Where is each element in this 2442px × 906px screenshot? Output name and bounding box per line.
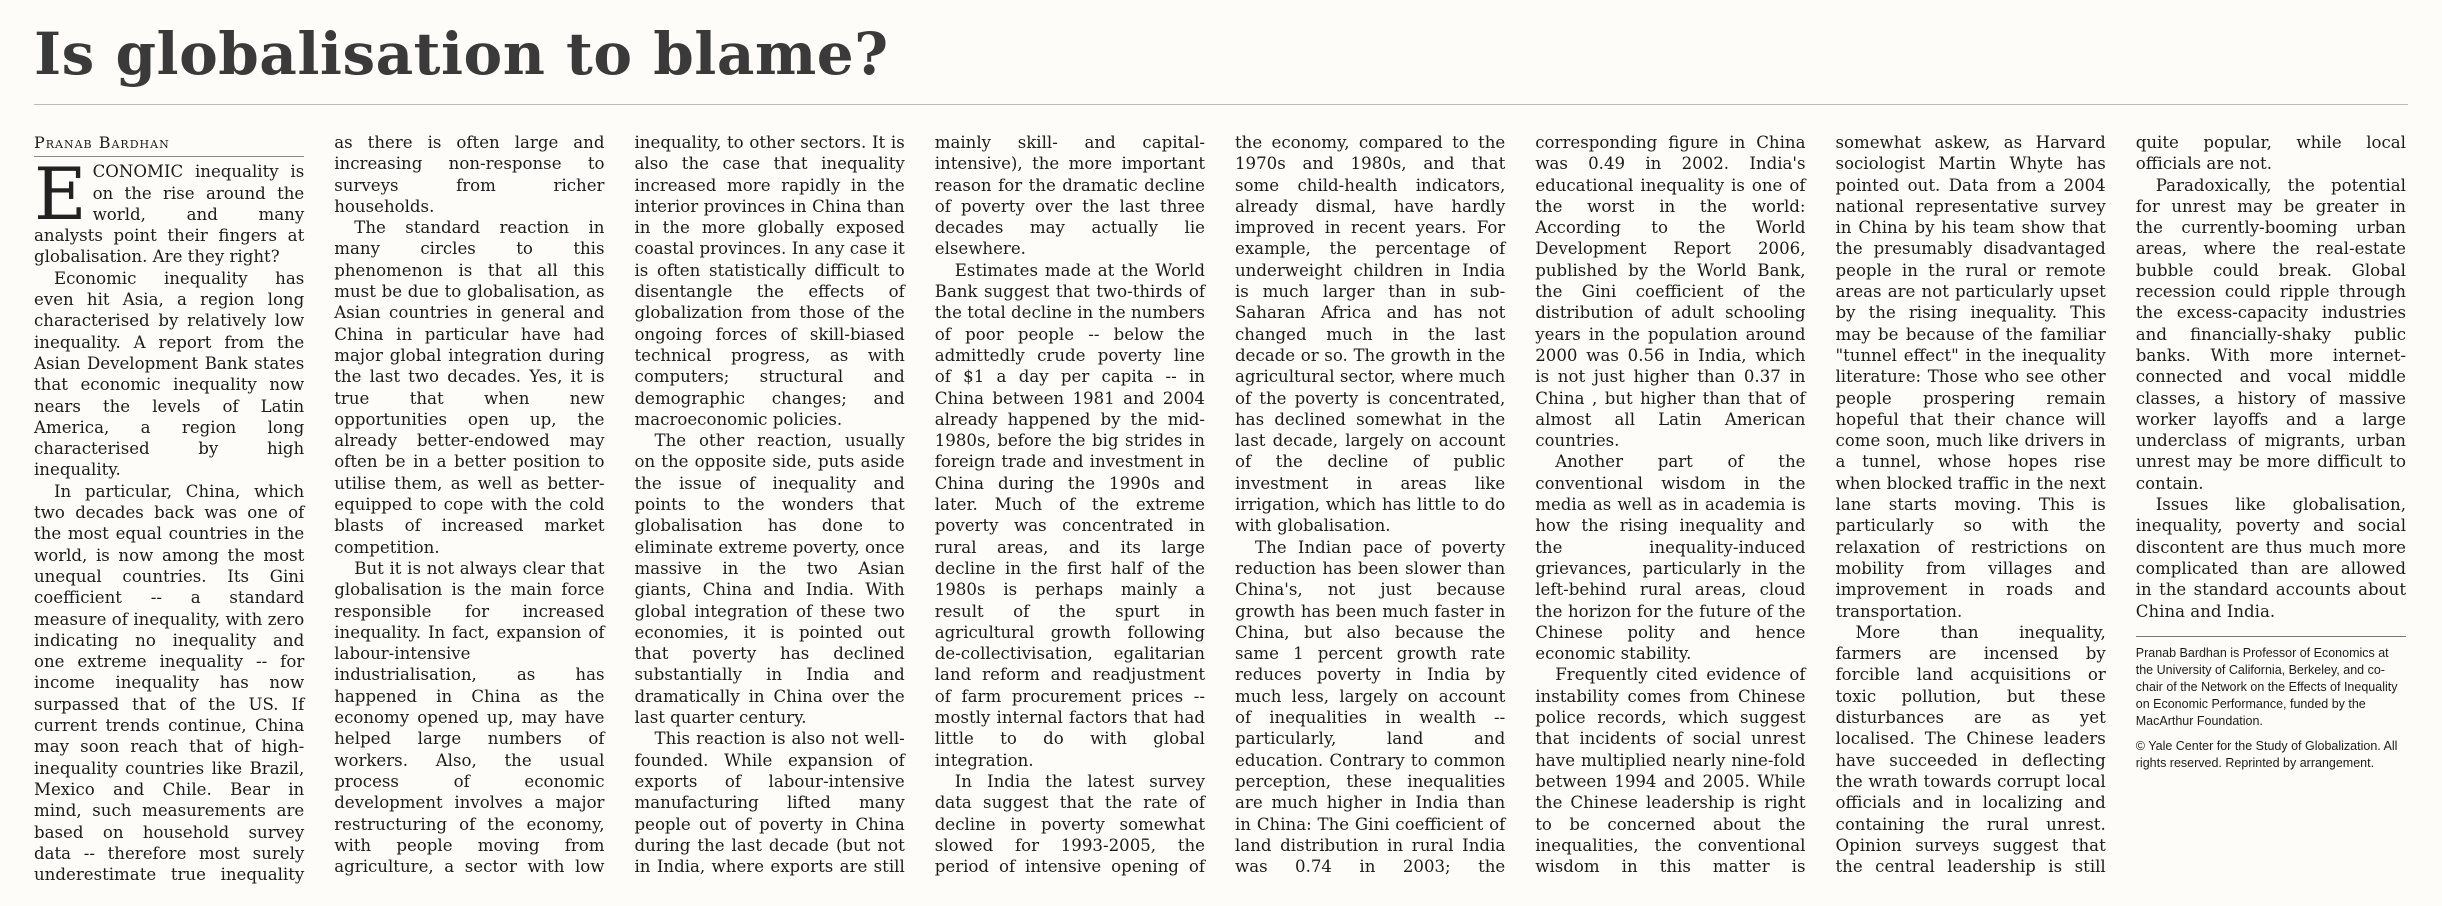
copyright-note: © Yale Center for the Study of Globalization. All rights reserved. Reprinted by arrangement. — [2135, 738, 2398, 770]
author-note: Pranab Bardhan is Professor of Economics at the University of California, Berkeley, and co-chair of the Network on the Effects of Inequality on Economic Performance, funded by the MacArthur Foundation. — [2135, 645, 2398, 728]
paragraph: Estimates made at the World Bank suggest that two-thirds of the total decline in the numbers of poor people -- below the admittedly crude poverty line of $1 a day per capita -- in China between 1981 and 2004 already happened by the mid-1980s, before the big strides in foreign trade and investment in China during the 1990s and later. Much of the extreme poverty was concentrated in rural areas, and its large decline in the first half of the 1980s is perhaps mainly a result of the spurt in agricultural growth following de-collectivisation, egalitarian land reform and readjustment of farm procurement prices -- mostly internal factors that had little to do with global integration. — [934, 260, 1205, 770]
paragraph-lead — [34, 152, 305, 267]
paragraph: The standard reaction in many circles to this phenomenon is that all this must be due to globalisation, as Asian countries in general and China in particular have had major global integration during the last two decades. Yes, it is true that when new opportunities open up, the already better-endowed may often be in a better position to utilise them, as well as better-equipped to cope with the cold blasts of increased market competition. — [334, 218, 605, 557]
paragraph: Economic inequality has even hit Asia, a region long characterised by relatively low inequality. A report from the Asian Development Bank states that economic inequality now nears the levels of Latin America, a region long characterised by high inequality. — [34, 268, 305, 480]
paragraph: In particular, China, which two decades back was one of the most equal countries in the world, is now among the most unequal countries. Its Gini coefficient -- a standard measure of inequality, with zero indicating no inequality and one extreme inequality -- for income inequality has now surpassed that of the US. If current trends continue, China may soon reach that of high-inequality countries like Brazil, Mexico and Chile. Bear in mind, such measurements are based on household survey data -- therefore most surely underestimate true inequality as there is often large and increasing non-response to surveys from richer households. — [34, 133, 605, 885]
paragraph: Issues like globalisation, inequality, poverty and social discontent are thus much more complicated than are allowed in the standard accounts about China and India. — [2135, 495, 2406, 621]
paragraph: Another part of the conventional wisdom in the media as well as in academia is how the rising inequality and the inequality-induced grievances, particularly in the left-behind rural areas, cloud the horizon for the future of the Chinese polity and hence economic stability. — [1535, 452, 1806, 664]
paragraph: Paradoxically, the potential for unrest may be greater in the currently-booming urban areas, where the real-estate bubble could break. Global recession could ripple through the excess-capacity industries and financially-shaky public banks. With more internet-connected and vocal middle classes, a history of massive worker layoffs and a large underclass of migrants, urban unrest may be more difficult to contain. — [2135, 175, 2406, 493]
article-headline: Is globalisation to blame? — [34, 20, 889, 88]
byline: Pranab Bardhan — [34, 132, 304, 157]
paragraph: In India the latest survey data suggest that the rate of decline in poverty somewhat slowed for 1993-2005, the period of intensive opening of the economy, compared to the 1970s and 1980s, and that some child-health indicators, already dismal, have hardly improved in recent years. For example, the percentage of underweight children in India is much larger than in sub-Saharan Africa and has not changed much in the last decade or so. The growth in the agricultural sector, where much of the poverty is concentrated, has declined somewhat in the last decade, largely on account of the decline of public investment in areas like irrigation, which has little to do with globalisation. — [934, 133, 1506, 877]
article-body — [34, 132, 2406, 892]
drop-cap: E — [34, 152, 87, 237]
paragraph: More than inequality, farmers are incensed by forcible land acquisitions or toxic pollution, but these disturbances are as yet localised. The Chinese leaders have succeeded in deflecting the wrath towards corrupt local officials and in localizing and containing the rural unrest. Opinion surveys suggest that the central leadership is still quite popular, while local officials are not. — [1835, 133, 2406, 877]
paragraph: Frequently cited evidence of instability comes from Chinese police records, which suggest that incidents of social unrest have multiplied nearly nine-fold between 1994 and 2005. While the Chinese leadership is right to be concerned about the inequalities, the conventional wisdom in this matter is somewhat askew, as Harvard sociologist Martin Whyte has pointed out. Data from a 2004 national representative survey in China by his team show that the presumably disadvantaged people in the rural or remote areas are not particularly upset by the rising inequality. This may be because of the familiar "tunnel effect" in the inequality literature: Those who see other people prospering remain hopeful that their chance will come soon, much like drivers in a tunnel, whose hopes rise when blocked traffic in the next lane starts moving. This is particularly so with the relaxation of restrictions on mobility from villages and improvement in roads and transportation. — [1535, 133, 2106, 877]
paragraph: This reaction is also not well-founded. While expansion of exports of labour-intensive manufacturing lifted many people out of poverty in China during the last decade (but not in India, where exports are still mainly skill- and capital-intensive), the more important reason for the dramatic decline of poverty over the last three decades may actually lie elsewhere. — [634, 133, 1205, 877]
paragraph: The other reaction, usually on the opposite side, puts aside the issue of inequality and points to the wonders that globalisation has done to eliminate extreme poverty, once massive in the two Asian giants, China and India. With global integration of these two economies, it is pointed out that poverty has declined substantially in India and dramatically in China over the last quarter century. — [634, 431, 905, 728]
paragraph: But it is not always clear that globalisation is the main force responsible for increased inequality. In fact, expansion of labour-intensive industrialisation, as has happened in China as the economy opened up, may have helped large numbers of workers. Also, the usual process of economic development involves a major restructuring of the economy, with people moving from agriculture, a sector with low inequality, to other sectors. It is also the case that inequality increased more rapidly in the interior provinces in China than in the more globally exposed coastal provinces. In any case it is often statistically difficult to disentangle the effects of globalization from those of the ongoing forces of skill-biased technical progress, as with computers; structural and demographic changes; and macroeconomic policies. — [334, 133, 905, 877]
note-divider — [2136, 636, 2406, 637]
headline-divider — [34, 104, 2408, 105]
paragraph: The Indian pace of poverty reduction has been slower than China's, not just because growth has been much faster in China, but also because the same 1 percent growth rate reduces poverty in India by much less, largely on account of inequalities in wealth -- particularly, land and education. Contrary to common perception, these inequalities are much higher in India than in China: The Gini coefficient of land distribution in rural India was 0.74 in 2003; the corresponding figure in China was 0.49 in 2002. India's educational inequality is one of the worst in the world: According to the World Development Report 2006, published by the World Bank, the Gini coefficient of the distribution of adult schooling years in the population around 2000 was 0.56 in India, which is not just higher than 0.37 in China , but higher than that of almost all Latin American countries. — [1235, 133, 1806, 877]
paragraph-text: CONOMIC inequality is on the rise around the world, and many analysts point their fingers at globalisation. Are they right? — [34, 162, 305, 267]
